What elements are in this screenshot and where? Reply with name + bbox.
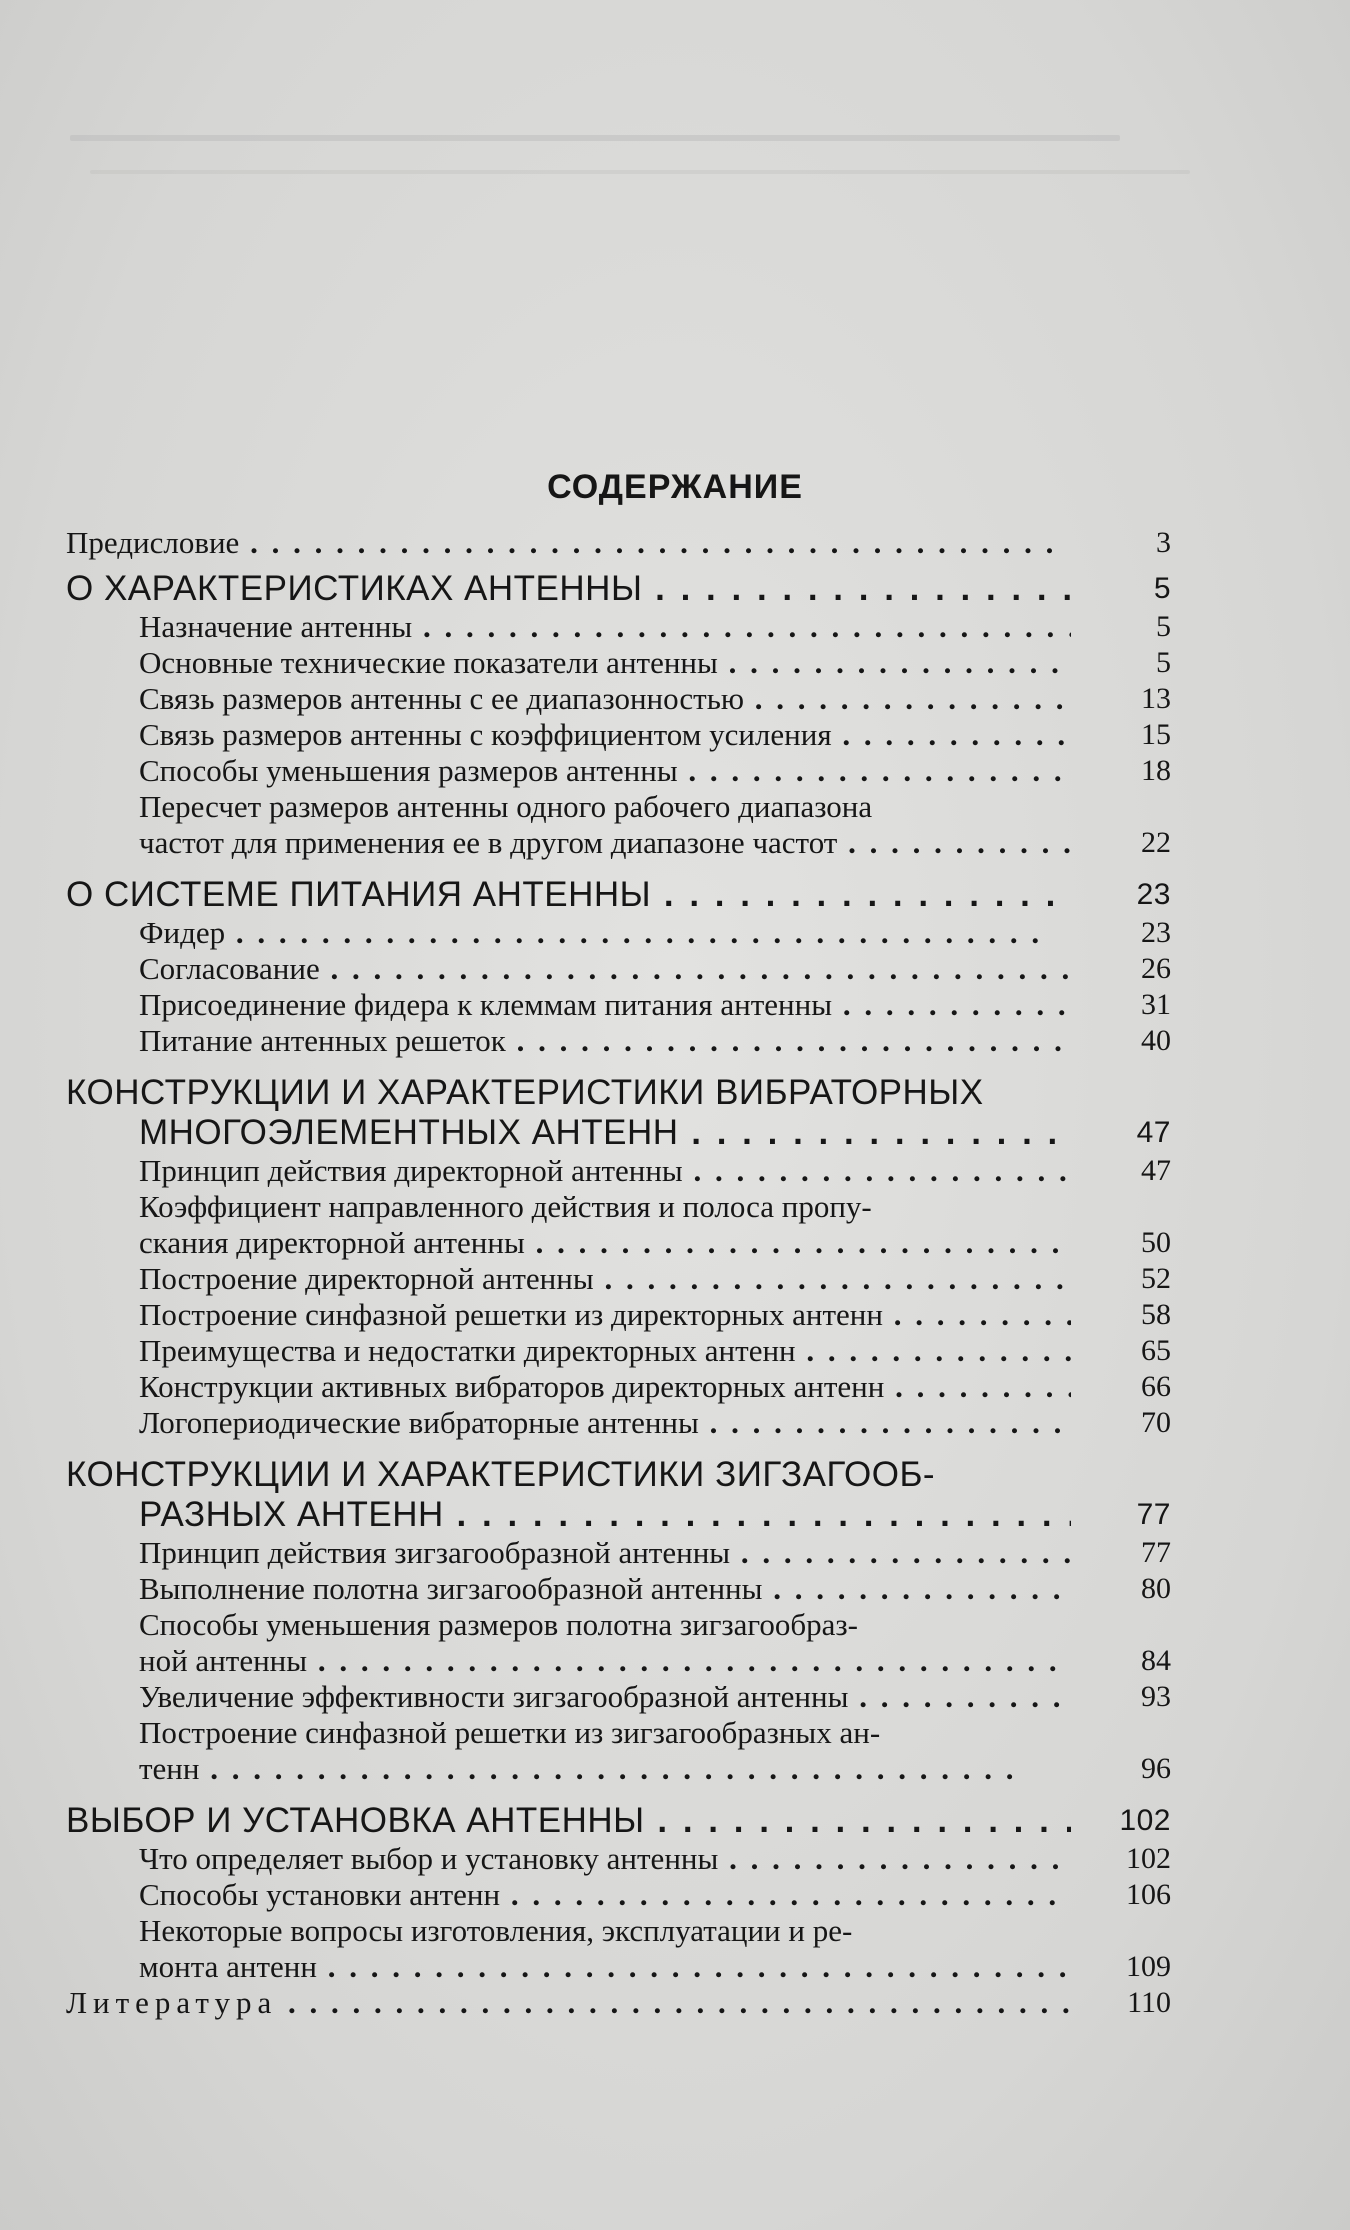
toc-entry[interactable]: тенн . . 96 <box>66 1751 1171 1787</box>
toc-chapter[interactable]: ВЫБОР И УСТАНОВКА АНТЕННЫ . . 102 <box>66 1801 1171 1841</box>
toc-entry[interactable]: Фидер . . 23 <box>66 915 1171 951</box>
toc-entry[interactable]: Построение директорной антенны . . 52 <box>66 1261 1171 1297</box>
toc-entry[interactable]: Литература . . 110 <box>66 1985 1171 2021</box>
toc-entry[interactable]: Связь размеров антенны с ее диапазонностью . . 13 <box>66 681 1171 717</box>
toc-entry[interactable]: Присоединение фидера к клеммам питания антенны . . 31 <box>66 987 1171 1023</box>
toc-entry[interactable]: Предисловие . . 3 <box>66 525 1171 561</box>
toc-entry[interactable]: Принцип действия директорной антенны . . 47 <box>66 1153 1171 1189</box>
toc-entry[interactable]: монта антенн . . 109 <box>66 1949 1171 1985</box>
toc-chapter[interactable]: О СИСТЕМЕ ПИТАНИЯ АНТЕННЫ . . 23 <box>66 875 1171 915</box>
toc-chapter-line[interactable]: КОНСТРУКЦИИ И ХАРАКТЕРИСТИКИ ВИБРАТОРНЫХ <box>66 1073 984 1112</box>
toc-entry[interactable]: Конструкции активных вибраторов директорных антенн . . 66 <box>66 1369 1171 1405</box>
page-title: СОДЕРЖАНИЕ <box>547 468 803 506</box>
toc-entry-line[interactable]: Коэффициент направленного действия и полоса пропу- <box>139 1189 872 1224</box>
toc-entry[interactable]: скания директорной антенны . . 50 <box>66 1225 1171 1261</box>
scan-smudge <box>90 170 1190 174</box>
toc-entry[interactable]: ной антенны . . 84 <box>66 1643 1171 1679</box>
toc-entry[interactable]: Принцип действия зигзагообразной антенны . . 77 <box>66 1535 1171 1571</box>
toc-entry[interactable]: Связь размеров антенны с коэффициентом усиления . . 15 <box>66 717 1171 753</box>
toc-chapter[interactable]: РАЗНЫХ АНТЕНН . . 77 <box>66 1495 1171 1535</box>
toc-entry[interactable]: Способы уменьшения размеров антенны . . 18 <box>66 753 1171 789</box>
toc-entry[interactable]: Основные технические показатели антенны . . 5 <box>66 645 1171 681</box>
toc-entry-line[interactable]: Пересчет размеров антенны одного рабочего диапазона <box>139 789 873 824</box>
toc-entry[interactable]: Способы установки антенн . . 106 <box>66 1877 1171 1913</box>
toc-entry[interactable]: Что определяет выбор и установку антенны . . 102 <box>66 1841 1171 1877</box>
toc-entry[interactable]: частот для применения ее в другом диапазоне частот . . 22 <box>66 825 1171 861</box>
toc-entry-line[interactable]: Некоторые вопросы изготовления, эксплуатации и ре- <box>139 1913 853 1948</box>
toc-entry[interactable]: Преимущества и недостатки директорных антенн . . 65 <box>66 1333 1171 1369</box>
toc-entry-line[interactable]: Построение синфазной решетки из зигзагообразных ан- <box>139 1715 881 1750</box>
toc-chapter-line[interactable]: КОНСТРУКЦИИ И ХАРАКТЕРИСТИКИ ЗИГЗАГООБ- <box>66 1455 936 1494</box>
toc-entry[interactable]: Выполнение полотна зигзагообразной антенны . . 80 <box>66 1571 1171 1607</box>
toc-chapter[interactable]: О ХАРАКТЕРИСТИКАХ АНТЕННЫ . . 5 <box>66 569 1171 609</box>
toc-entry[interactable]: Согласование . . 26 <box>66 951 1171 987</box>
toc-entry-line[interactable]: Способы уменьшения размеров полотна зигзагообраз- <box>139 1607 858 1642</box>
toc-entry[interactable]: Построение синфазной решетки из директорных антенн . . 58 <box>66 1297 1171 1333</box>
table-of-contents <box>66 525 1171 2021</box>
scan-smudge <box>70 135 1120 141</box>
toc-entry[interactable]: Питание антенных решеток . . 40 <box>66 1023 1171 1059</box>
toc-entry[interactable]: Логопериодические вибраторные антенны . . 70 <box>66 1405 1171 1441</box>
toc-entry[interactable]: Назначение антенны . . 5 <box>66 609 1171 645</box>
toc-chapter[interactable]: МНОГОЭЛЕМЕНТНЫХ АНТЕНН . . 47 <box>66 1113 1171 1153</box>
toc-entry[interactable]: Увеличение эффективности зигзагообразной антенны . . 93 <box>66 1679 1171 1715</box>
